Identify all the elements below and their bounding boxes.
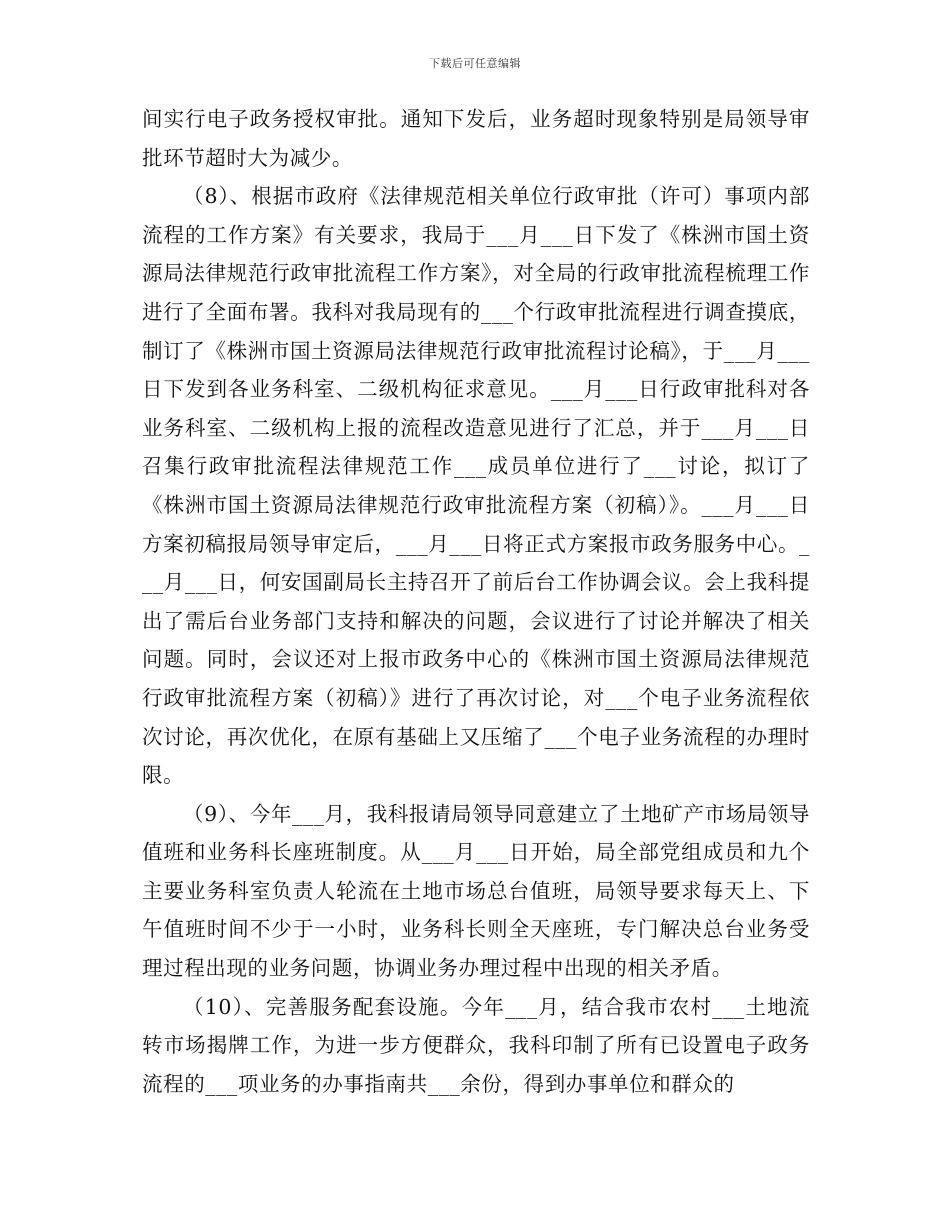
document-body: [142, 100, 810, 1103]
paragraph-item-9: （9）、今年___月，我科报请局领导同意建立了土地矿产市场局领导值班和业务科长座班制度。从___月___日开始，局全部党组成员和九个主要业务科室负责人轮流在土地市场总台值班，局领导要求每天上、下午值班时间不少于一小时，业务科长则全天座班，专门解决总台业务受理过程出现的业务问题，协调业务办理过程中出现的相关矛盾。: [142, 801, 810, 981]
paragraph-item-10: （10）、完善服务配套设施。今年___月，结合我市农村___土地流转市场揭牌工作，为进一步方便群众，我科印制了所有已设置电子政务流程的___项业务的办事指南共___余份，得到办事单位和群众的: [142, 994, 810, 1096]
paragraph-continuation: 间实行电子政务授权审批。通知下发后，业务超时现象特别是局领导审批环节超时大为减少。: [142, 107, 810, 170]
paragraph-item-8: （8）、根据市政府《法律规范相关单位行政审批（许可）事项内部流程的工作方案》有关要求，我局于___月___日下发了《株洲市国土资源局法律规范行政审批流程工作方案》，对全局的行政审批流程梳理工作进行了全面布署。我科对我局现有的___个行政审批流程进行调查摸底，制订了《株洲市国土资源局法律规范行政审批流程讨论稿》，于___月___日下发到各业务科室、二级机构征求意见。___月___日行政审批科对各业务科室、二级机构上报的流程改造意见进行了汇总，并于___月___日召集行政审批流程法律规范工作___成员单位进行了___讨论，拟订了《株洲市国土资源局法律规范行政审批流程方案（初稿）》。___月___日方案初稿报局领导审定后，___月___日将正式方案报市政务服务中心。___月___日，何安国副局长主持召开了前后台工作协调会议。会上我科提出了需后台业务部门支持和解决的问题，会议进行了讨论并解决了相关问题。同时，会议还对上报市政务中心的《株洲市国土资源局法律规范行政审批流程方案（初稿）》进行了再次讨论，对___个电子业务流程依次讨论，再次优化，在原有基础上又压缩了___个电子业务流程的办理时限。: [142, 184, 810, 788]
page-header: 下载后可任意编辑: [429, 57, 521, 70]
